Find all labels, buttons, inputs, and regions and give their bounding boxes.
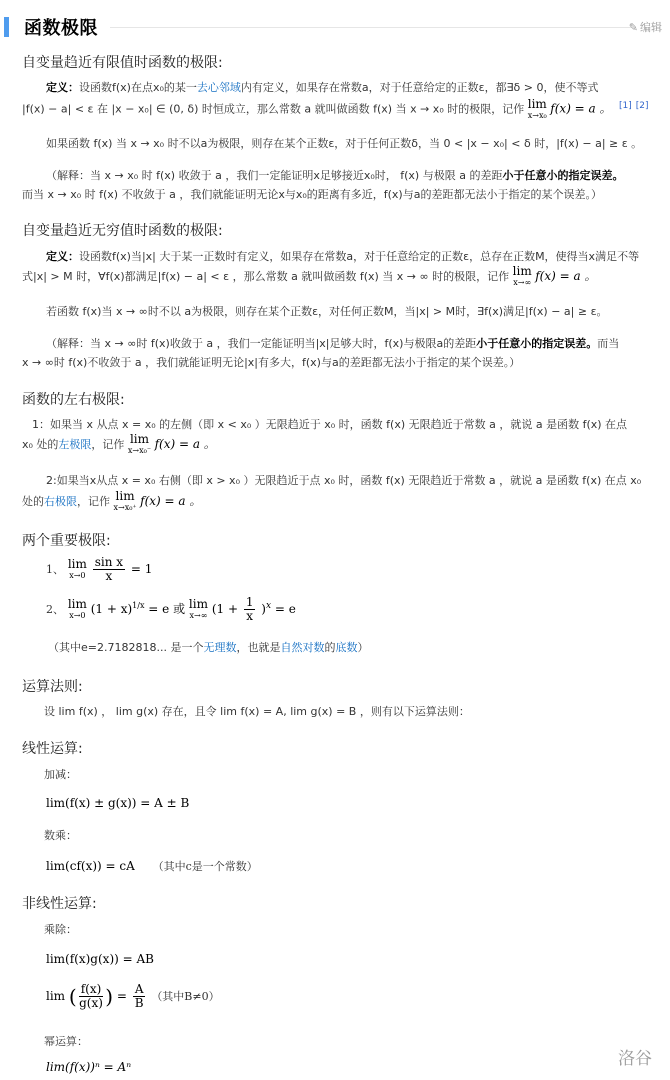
right-limit-text: 处的: [22, 495, 44, 508]
left-limit-line2: [22, 434, 660, 456]
left-paren: (: [68, 984, 77, 1009]
lim-word: lim: [46, 989, 66, 1003]
fraction-denominator: x: [246, 609, 254, 623]
header-accent-bar: [4, 17, 9, 37]
note-text: 的: [324, 641, 336, 654]
paragraph-not-limit: 如果函数 f(x) 当 x → x₀ 时不以a为极限，则存在某个正数ε，对于任何正数δ，当 0 < |x − x₀| < δ 时，|f(x) − a| ≥ ε 。: [46, 137, 643, 150]
right-limit-paragraph: 2:如果当x从点 x = x₀ 右侧（即 x > x₀ ）无限趋近于点 x₀ 时，函数 f(x) 无限趋近于常数 a ，就说 a 是函数 f(x) 在点 x₀: [46, 474, 642, 487]
lim-word: lim: [129, 432, 150, 446]
lim-notation: [188, 596, 208, 621]
lim-notation: [67, 556, 87, 581]
fraction-numerator: f(x): [80, 982, 102, 996]
right-limit-text: f(x) = a 。: [140, 494, 202, 508]
definition-text: f(x) = a 。: [535, 269, 597, 283]
e-value: e=2.7182818...: [81, 641, 167, 654]
explanation-infinite-line2: x → ∞时 f(x)不收敛于 a ，我们就能证明无论|x|有多大，f(x)与a的差距都无法小于指定的某个误差。）: [22, 356, 521, 369]
pencil-icon: ✎: [628, 21, 638, 34]
left-limit-text: x₀ 处的: [22, 438, 59, 451]
fraction: [133, 983, 146, 1010]
explanation-bold: 小于任意小的指定误差。: [502, 169, 624, 182]
definition-text: |f(x) − a| < ε 在 |x − x₀| ∈ (0, δ) 时恒成立，那么常数 a 就叫做函数 f(x) 当 x → x₀ 时的极限，记作: [22, 102, 525, 116]
fraction-numerator: 1: [245, 595, 254, 609]
formula-term: = e 或: [148, 602, 186, 616]
formula-text: lim(cf(x)) = cA: [46, 859, 135, 873]
definition-lead: 定义：: [46, 81, 79, 94]
note-text: ）: [357, 641, 369, 654]
explanation-bold: 小于任意小的指定误差。: [476, 337, 598, 350]
fraction-numerator: sin x: [94, 555, 124, 569]
lim-subscript: x→x₀: [527, 110, 547, 120]
formula-add-sub: lim(f(x) ± g(x)) = A ± B: [46, 796, 190, 810]
label-scalar-mul: 数乘：: [44, 829, 77, 842]
watermark: 洛谷: [618, 1049, 652, 1069]
header-divider: [110, 27, 632, 28]
formula-label: 1、: [46, 563, 64, 576]
section-header: [0, 14, 670, 40]
exponent: x: [265, 601, 272, 611]
right-limit-line2: [22, 491, 660, 513]
explanation-finite-line2: 而当 x → x₀ 时 f(x) 不收敛于 a ，我们就能证明无论x与x₀的距离有多近，f(x)与a的差距都无法小于指定的某个误差。）: [22, 188, 602, 201]
right-limit-text: ，记作: [77, 495, 110, 508]
definition-text: 设函数f(x)在点x₀的某一: [79, 81, 197, 94]
formula-product: lim(f(x)g(x)) = AB: [46, 952, 154, 966]
link-natural-log[interactable]: 自然对数: [280, 641, 325, 654]
label-mul-div: 乘除：: [44, 923, 77, 936]
reference-2[interactable]: [2]: [635, 101, 649, 111]
lim-notation: [128, 434, 151, 456]
fraction: [244, 596, 256, 623]
explanation-text: （解释：当 x → ∞时 f(x)收敛于 a ，我们一定能证明当|x|足够大时，f(x)与极限a的差距: [46, 337, 477, 350]
left-limit-text: ，记作: [91, 438, 125, 451]
formula-term: (1 +: [211, 602, 238, 616]
definition-infinite: [22, 247, 660, 266]
right-paren: ): [105, 984, 114, 1009]
lim-word: lim: [67, 556, 87, 571]
fraction: [93, 556, 125, 583]
edit-label: 编辑: [640, 21, 662, 34]
formula-note: （其中c是一个常数）: [152, 860, 258, 873]
explanation-text: 而当: [597, 337, 620, 350]
lim-notation: [114, 491, 137, 513]
section-title-finite: 自变量趋近有限值时函数的极限:: [22, 55, 223, 71]
paragraph-infinite-not-limit: 若函数 f(x)当 x → ∞时不以 a为极限，则存在某个正数ε，对任何正数M，当|x| > M时，∃f(x)满足|f(x) − a| ≥ ε。: [46, 305, 608, 318]
equals: =: [116, 989, 127, 1003]
e-note: [22, 638, 660, 657]
definition-lead: 定义：: [46, 250, 79, 263]
page-title: 函数极限: [24, 18, 98, 39]
formula-scalar-mul: [46, 858, 258, 874]
section-title-important-limits: 两个重要极限:: [22, 533, 111, 549]
definition-infinite-line2: [22, 266, 660, 288]
formula-sinx-over-x: [46, 556, 152, 583]
section-title-nonlinear: 非线性运算:: [22, 896, 97, 912]
link-base[interactable]: 底数: [335, 641, 358, 654]
lim-word: lim: [115, 489, 135, 503]
fraction: [79, 983, 104, 1010]
definition-finite: [22, 78, 660, 97]
lim-subscript: x→0: [69, 570, 86, 580]
formula-quotient: [46, 983, 220, 1010]
section-title-infinite: 自变量趋近无穷值时函数的极限:: [22, 223, 223, 239]
left-limit-text: f(x) = a 。: [154, 437, 216, 451]
definition-text: 式|x| > M 时，∀f(x)都满足|f(x) − a| < ε ，那么常数 a 就叫做函数 f(x) 当 x → ∞ 时的极限，记作: [22, 270, 510, 283]
fraction-denominator: B: [134, 996, 144, 1010]
formula-power: lim(f(x))ⁿ = Aⁿ: [46, 1060, 132, 1074]
formula-label: 2、: [46, 603, 64, 616]
lim-word: lim: [188, 596, 208, 611]
formula-term: (1 + x): [90, 602, 133, 616]
explanation-text: （解释：当 x → x₀ 时 f(x) 收敛于 a ，我们一定能证明x足够接近x₀时， f(x) 与极限 a 的差距: [46, 169, 503, 182]
reference-1[interactable]: [1]: [619, 101, 632, 111]
note-text: ，也就是: [236, 641, 281, 654]
lim-subscript: x→x₀⁻: [127, 446, 152, 455]
lim-notation: [67, 596, 87, 621]
explanation-finite: [22, 166, 660, 185]
formula-term: ): [261, 602, 266, 616]
formula-e-limit: [46, 596, 296, 623]
label-add-sub: 加减：: [44, 768, 77, 781]
edit-button[interactable]: [629, 19, 662, 35]
definition-text: 设函数f(x)当|x| 大于某一正数时有定义，如果存在常数a，对于任意给定的正数ε，总存在正数M，使得当x满足不等: [79, 250, 640, 263]
lim-word: lim: [67, 596, 87, 611]
definition-text: 内有定义，如果存在常数a，对于任意给定的正数ε，都∃δ > 0，使不等式: [240, 81, 599, 94]
formula-rhs: = 1: [130, 562, 153, 576]
explanation-infinite: [22, 334, 660, 353]
note-text: 是一个: [166, 641, 204, 654]
section-title-one-sided: 函数的左右极限:: [22, 392, 125, 408]
formula-note: （其中B≠0）: [151, 990, 220, 1003]
definition-text: f(x) = a 。: [550, 101, 612, 116]
lim-notation: [527, 96, 547, 121]
definition-finite-line2: [22, 97, 660, 121]
label-power: 幂运算：: [44, 1035, 88, 1048]
formula-rhs: = e: [274, 602, 296, 616]
lim-notation: [513, 266, 532, 288]
note-text: （其中: [48, 641, 81, 654]
lim-subscript: x→∞: [189, 610, 208, 620]
link-right-limit[interactable]: 右极限: [44, 495, 77, 508]
lim-subscript: x→0: [69, 610, 86, 620]
exponent: 1/x: [132, 601, 145, 610]
lim-word: lim: [512, 264, 532, 278]
link-left-limit[interactable]: 左极限: [58, 438, 92, 451]
lim-subscript: x→∞: [513, 278, 532, 287]
left-limit-paragraph: 1：如果当 x 从点 x = x₀ 的左侧（即 x < x₀ ）无限趋近于 x₀ 时，函数 f(x) 无限趋近于常数 a ，就说 a 是函数 f(x) 在点: [32, 418, 628, 431]
lim-word: lim: [527, 96, 547, 111]
link-irrational-number[interactable]: 无理数: [203, 641, 237, 654]
rules-intro: 设 lim f(x) ， lim g(x) 存在，且令 lim f(x) = A, lim g(x) = B ，则有以下运算法则：: [44, 705, 470, 718]
fraction-denominator: x: [105, 569, 113, 583]
fraction-numerator: A: [134, 982, 144, 996]
link-deleted-neighborhood[interactable]: 去心邻域: [196, 81, 241, 94]
lim-subscript: x→x₀⁺: [113, 503, 137, 512]
section-title-rules: 运算法则:: [22, 679, 83, 695]
fraction-denominator: g(x): [79, 996, 103, 1010]
section-title-linear: 线性运算:: [22, 741, 83, 757]
